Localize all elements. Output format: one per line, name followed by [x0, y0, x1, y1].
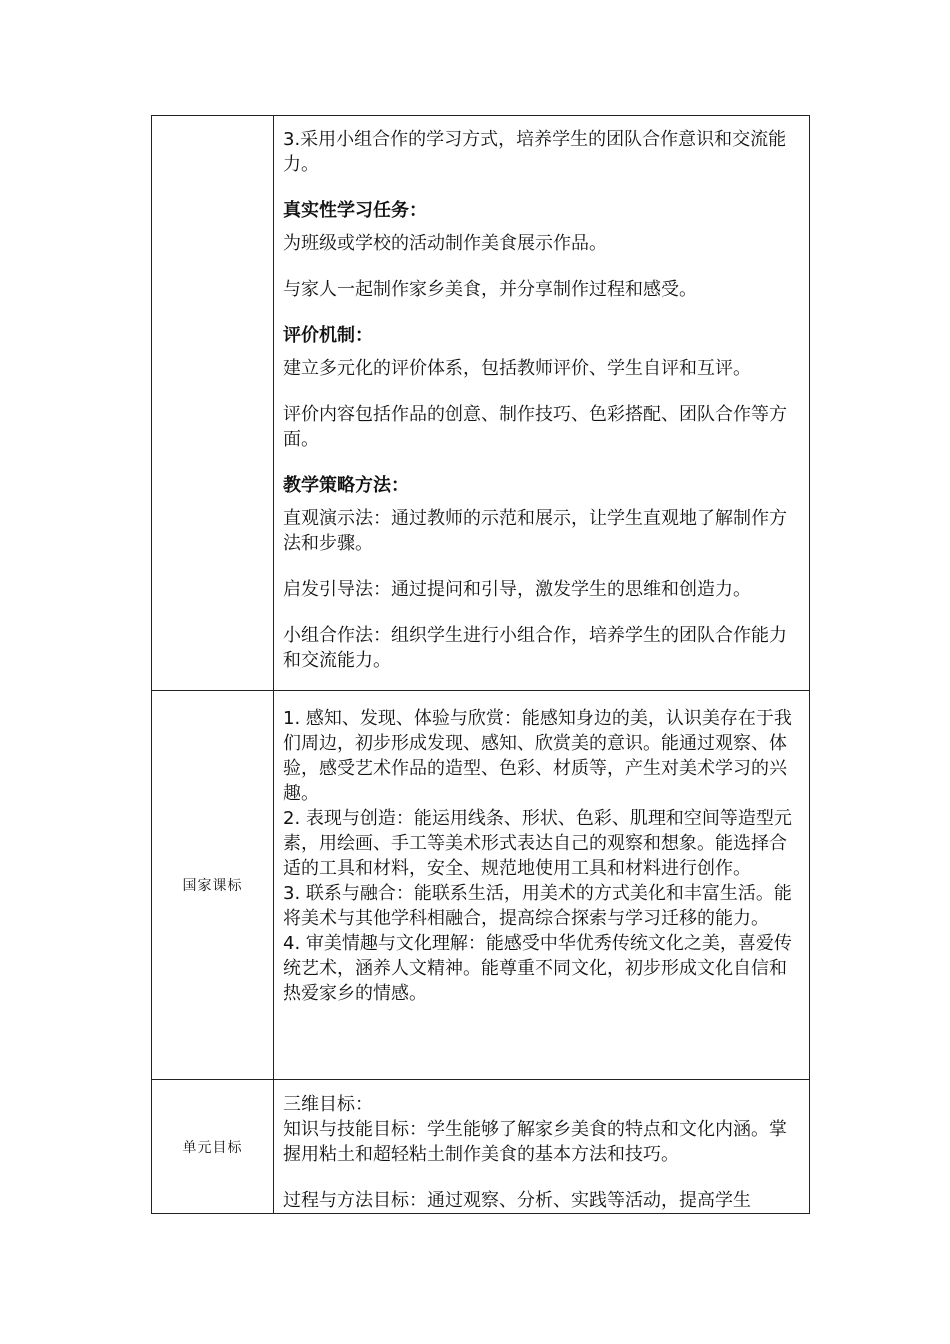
table-row [152, 116, 810, 691]
goals-heading: 三维目标： [283, 1094, 373, 1115]
national-standard-content-cell [274, 691, 810, 1080]
row-label-empty [152, 116, 274, 691]
goal-item: 过程与方法目标：通过观察、分析、实践等活动，提高学生 [283, 1190, 751, 1211]
standard-item: 1. 感知、发现、体验与欣赏：能感知身边的美，认识美存在于我们周边，初步形成发现、感知、欣赏美的意识。能通过观察、体验，感受艺术作品的造型、色彩、材质等，产生对美术学习的兴趣。 [283, 708, 792, 804]
section-heading: 教学策略方法： [283, 475, 409, 496]
section-heading: 真实性学习任务： [283, 200, 427, 221]
paragraph: 启发引导法：通过提问和引导，激发学生的思维和创造力。 [283, 579, 751, 600]
row-label-unit-goals: 单元目标 [152, 1080, 274, 1214]
paragraph: 3.采用小组合作的学习方式，培养学生的团队合作意识和交流能力。 [283, 129, 787, 175]
standard-item: 2. 表现与创造：能运用线条、形状、色彩、肌理和空间等造型元素，用绘画、手工等美术形式表达自己的观察和想象。能选择合适的工具和材料，安全、规范地使用工具和材料进行创作。 [283, 808, 792, 879]
section-heading: 评价机制： [283, 325, 373, 346]
paragraph: 直观演示法：通过教师的示范和展示，让学生直观地了解制作方法和步骤。 [283, 508, 787, 554]
table-row [152, 1080, 810, 1214]
paragraph: 小组合作法：组织学生进行小组合作，培养学生的团队合作能力和交流能力。 [283, 625, 787, 671]
standard-item: 3. 联系与融合：能联系生活，用美术的方式美化和丰富生活。能将美术与其他学科相融合，提高综合探索与学习迁移的能力。 [283, 883, 792, 929]
standard-item: 4. 审美情趣与文化理解：能感受中华优秀传统文化之美，喜爱传统艺术，涵养人文精神。能尊重不同文化，初步形成文化自信和热爱家乡的情感。 [283, 933, 792, 1004]
row-label-national-standard: 国家课标 [152, 691, 274, 1080]
paragraph: 与家人一起制作家乡美食，并分享制作过程和感受。 [283, 279, 697, 300]
paragraph: 建立多元化的评价体系，包括教师评价、学生自评和互评。 [283, 358, 751, 379]
paragraph: 评价内容包括作品的创意、制作技巧、色彩搭配、团队合作等方面。 [283, 404, 787, 450]
unit-goals-content-cell [274, 1080, 810, 1214]
paragraph: 为班级或学校的活动制作美食展示作品。 [283, 233, 607, 254]
goal-item: 知识与技能目标：学生能够了解家乡美食的特点和文化内涵。掌握用粘土和超轻粘土制作美食的基本方法和技巧。 [283, 1119, 787, 1165]
table-row [152, 691, 810, 1080]
strategy-content-cell [274, 116, 810, 691]
lesson-plan-table [151, 115, 810, 1214]
